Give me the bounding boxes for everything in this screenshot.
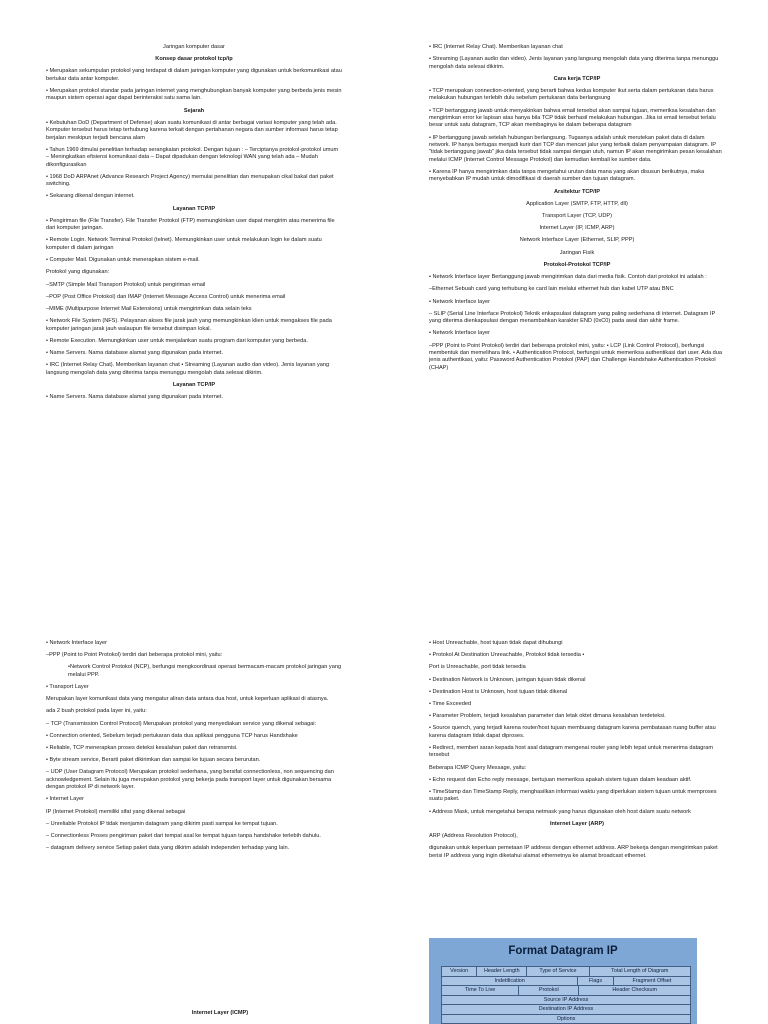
paragraph: • Time Exceeded: [429, 701, 472, 708]
datagram-row: [442, 1005, 690, 1015]
paragraph: • Byte stream service, Berarti paket dikirimkan dan sampai ke tujuan secara berurutan.: [46, 757, 261, 764]
paragraph: ARP (Address Resolution Protocol),: [429, 833, 518, 840]
paragraph: Layanan TCP/IP: [172, 205, 216, 212]
paragraph: –PPP (Point to Point Protokol) terdiri dari beberapa protokol mini, yaitu: • LCP (Link Control Protocol), berfungsi membentuk dan memelihara link. • Authentication Protocol, berfungsi untuk memeriksa authentikasi dari user. Ada dua jenis authentikasi, yaitu: Password Authentication Protokol (PAP) dan Challenge Handshake Authentication Protokol (CHAP): [429, 342, 722, 371]
paragraph: Internet Layer (ARP): [549, 820, 605, 827]
paragraph: Protokol yang digunakan:: [46, 269, 110, 276]
datagram-field: Destination IP Address: [538, 1006, 594, 1012]
paragraph: • Network Interface layer: [429, 330, 491, 337]
paragraph: • Tahun 1969 dimulai penelitian terhadap serangkaian protokol. Dengan tujuan : – Terciptanya protokol-protokol umum – Meningkatkan efisiensi komunikasi data – Dapat dipadukan dengan teknologi WAN yang telah ada – Mudah dikonfigurasikan: [46, 146, 339, 168]
paragraph: • Merupakan protokol standar pada jaringan internet yang menghubungkan banyak komputer yang berbeda jenis mesin maupun sistem operasi agar dapat berinteraksi satu sama lain.: [46, 88, 342, 102]
paragraph: –Ethernet Sebuah card yang terhubung ke card lain melalui ethernet hub dan kabel UTP atau BNC: [429, 286, 674, 293]
paragraph: Internet Layer (IP, ICMP, ARP): [539, 225, 615, 232]
paragraph: • Transport Layer: [46, 684, 89, 691]
datagram-field: Options: [556, 1015, 576, 1022]
paragraph: • Name Servers. Nama database alamat yang digunakan pada internet.: [46, 393, 224, 400]
paragraph: – Unreliable Protokol IP tidak menjamin datagram yang dikirim pasti sampai ke tempat tujuan.: [46, 820, 278, 827]
paragraph: • Name Servers. Nama database alamat yang digunakan pada internet.: [46, 349, 224, 356]
paragraph: – datagram delivery service Setiap paket data yang dikirim adalah independen terhadap yang lain.: [46, 845, 290, 852]
paragraph: • Network Interface layer: [46, 640, 108, 646]
paragraph: • IRC (Internet Relay Chat). Memberikan layanan chat • Streaming (Layanan audio dan video). Jenis layanan yang langsung mengolah data yang diterima tanpa menunggu mengolah data selesai dikirim.: [46, 362, 330, 376]
paragraph: Layanan TCP/IP: [172, 381, 216, 388]
datagram-format-table: [441, 966, 691, 1024]
paragraph: • Address Mask, untuk mengetahui berapa netmask yang harus digunakan oleh host dalam suatu network: [429, 808, 691, 815]
datagram-field: Total Length of Diagram: [611, 968, 669, 974]
paragraph: digunakan untuk keperluan pemetaan IP address dengan ethernet address. ARP bekerja dengan mengirimkan paket berisi IP address yang ingin diketahui alamat ethernetnya ke alamat broadcast ethernet.: [429, 845, 718, 859]
datagram-field: Header Length: [477, 967, 527, 976]
paragraph: • Computer Mail. Digunakan untuk menerapkan sistem e-mail.: [46, 257, 200, 264]
paragraph: • Pengiriman file (File Transfer). File Transfer Protokol (FTP) memungkinkan user dapat mengirim atau menerima file dari komputer jaringan.: [46, 217, 335, 232]
paragraph: • Network File System (NFS). Pelayanan akses file jarak jauh yang memungkinkan klien untuk mengakses file pada komputer jaringan jarak jauh walaupun file tersebut disimpan lokal.: [46, 318, 332, 332]
paragraph: Jaringan komputer dasar: [163, 44, 225, 50]
paragraph: –SMTP (Simple Mail Transport Protokol) untuk pengiriman email: [46, 281, 206, 288]
paragraph: • Destination Host is Unknown, host tujuan tidak dikenal: [429, 688, 568, 695]
paragraph: • Merupakan sekumpulan protokol yang terdapat di dalam jaringan komputer yang digunakan untuk berkomunikasi atau bertukar data antar komputer.: [46, 68, 342, 82]
paragraph: • Remote Login. Network Terminal Protokol (telnet). Memungkinkan user untuk melakukan login ke dalam suatu komputer di dalam jaringan: [46, 237, 322, 251]
paragraph: –PPP (Point to Point Protokol) terdiri dari beberapa protokol mini, yaitu:: [46, 652, 223, 659]
paragraph: • IP bertanggung jawab setelah hubungan berlangsung. Tugasnya adalah untuk merutekan paket data di dalam network. IP hanya bertugas menjadi kurir dari TCP dan mencari jalur yang terbaik dalam penyampaian datagram. IP "tidak bertanggung jawab" jika data tersebut tidak sampai dengan utuh, namun IP akan mengirimkan pesan kesalahan melalui ICMP (Internet Control Message Protokol) dan kemudian kembali ke sumber data.: [429, 134, 722, 163]
paragraph: Arsitektur TCP/IP: [553, 188, 600, 195]
datagram-row: [442, 967, 690, 977]
paragraph: Sejarah: [183, 107, 205, 114]
bottom-left-column: [46, 640, 342, 857]
datagram-field: Fragment Offset: [632, 977, 672, 984]
paragraph: Konsep dasar protokol tcp/ip: [155, 56, 233, 63]
paragraph: • Parameter Problem, terjadi kesalahan parameter dan letak oktet dimana kesalahan terdeteksi.: [429, 713, 666, 720]
paragraph: – TCP (Transmission Control Protocol) Merupakan protokol yang menyediakan service yang dikenal sebagai:: [46, 720, 317, 727]
datagram-row: [442, 996, 690, 1006]
paragraph: –POP (Post Office Protokol) dan IMAP (Internet Message Access Control) untuk menerima email: [46, 293, 286, 300]
paragraph: Merupakan layer komunikasi data yang mengatur aliran data antara dua host, untuk keperluan aplikasi di atasnya.: [46, 696, 329, 703]
paragraph: • IRC (Internet Relay Chat). Memberikan layanan chat: [429, 44, 563, 50]
paragraph: • 1968 DoD ARPAnet (Advance Research Project Agency) memulai penelitian dan menupakan cikal bakal dari paket switching.: [46, 173, 334, 188]
paragraph: • Reliable, TCP menerapkan proses deteksi kesalahan paket dan retransmisi.: [46, 745, 238, 752]
paragraph: • Network Interface layer Bertanggung jawab mengirimkan data dari media fisik. Contoh dari protokol ini adalah :: [429, 274, 707, 281]
paragraph: Transport Layer (TCP, UDP): [542, 213, 612, 220]
datagram-field: Source IP Address: [543, 996, 589, 1003]
paragraph: • Echo request dan Echo reply message, bertujuan memeriksa apakah sistem tujuan dalam keadaan aktif.: [429, 776, 692, 783]
paragraph: • TimeStamp dan TimeStamp Reply, menghasilkan informasi waktu yang diperlukan sistem tujuan untuk memproses suatu paket.: [429, 789, 717, 803]
paragraph: • TCP bertanggung jawab untuk menyakinkan bahwa email tersebut akan sampai tujuan, memeriksa kesalahan dan mengirimkan error ke lapisan atas hanya bila TCP tidak berhasil melakukan hubungan. Jika isi email tersebut terlalu besar untuk satu datagram, TCP akan membaginya ke dalam beberapa datagram: [429, 107, 716, 129]
datagram-row: [442, 986, 690, 996]
paragraph: • Kebutuhan DoD (Department of Defense) akan suatu komunikasi di antar berbagai variasi komputer yang telah ada. Komputer tersebut harus tetap terhubung karena terkait dengan pertahanan negara dan sumber informasi harus tetap berjalan meskipun terjadi bencana alam: [46, 119, 338, 141]
paragraph: • Host Unreachable, host tujuan tidak dapat dihubungi: [429, 640, 563, 646]
paragraph: • Karena IP hanya mengirimkan data tanpa mengetahui urutan data mana yang akan disusun berikutnya, maka menyebabkan IP mudah untuk dimodifikasi di daerah sumber dan tujuan datagram.: [429, 169, 705, 183]
datagram-field: Header Checksum: [612, 987, 657, 993]
paragraph: • Remote Execution. Memungkinkan user untuk menjalankan suatu program dari komputer yang berbeda.: [46, 337, 308, 344]
paragraph: –MIME (Multipurpose Internet Mail Extensions) untuk mengirimkan data selain teks: [46, 305, 252, 312]
paragraph: • Redirect, memberi saran kepada host asal datagram mengenai router yang lebih tepat untuk menerima datagram tersebut: [429, 745, 713, 759]
paragraph: • TCP merupakan connection-oriented, yang berarti bahwa kedua komputer ikut serta dalam pertukaran data harus melakukan hubungan terlebih dulu sebelum pertukaran data berlangsung: [429, 88, 714, 102]
paragraph: • Network Interface layer: [429, 298, 491, 305]
paragraph: •Network Control Protokol (NCP), berfungsi mengkoordinasi operasi bermacam-macam protokol jaringan yang melalui PPP.: [68, 664, 342, 678]
paragraph: Network Interface Layer (Ethernet, SLIP, PPP): [519, 237, 635, 244]
datagram-field: Indetification: [442, 977, 578, 986]
paragraph: Cara kerja TCP/IP: [553, 75, 601, 82]
datagram-field: Type of Service: [527, 967, 589, 976]
paragraph: • Internet Layer: [46, 796, 85, 803]
paragraph: Beberapa ICMP Query Message, yaitu:: [429, 764, 527, 771]
paragraph: • Destination Network is Unknown, jaringan tujuan tidak dikenal: [429, 676, 586, 683]
paragraph: • Protokol At Destination Unreachable, Protokol tidak tersedia •: [429, 652, 585, 659]
paragraph: ada 2 buah protokol pada layer ini, yaitu:: [46, 708, 147, 715]
datagram-row: [442, 1015, 690, 1024]
paragraph: Jaringan Fisik: [559, 249, 595, 256]
paragraph: • Source quench, yang terjadi karena router/host tujuan membuang datagram karena pembatasan ruang buffer atau karena datagram tidak dapat diproses.: [429, 725, 716, 739]
datagram-field: Time To Live: [442, 986, 519, 995]
paragraph: • Streaming (Layanan audio dan video). Jenis layanan yang langsung mengolah data yang diterima tanpa menunggu mengolah data selesai dikirim.: [429, 56, 719, 70]
paragraph: • Sekarang dikenal dengan internet.: [46, 193, 135, 200]
datagram-row: [442, 977, 690, 987]
paragraph: – UDP (User Datagram Protocol) Merupakan protokol sederhana, yang bersifat connectionless, non sequencing dan acknowledgement. Selain itu juga merupakan protokol yang bekerja pada transport layer untuk digunakan bersama dengan protokol IP di network layer.: [46, 769, 334, 791]
datagram-ip-figure: [429, 938, 697, 1024]
datagram-field: Flags: [578, 977, 613, 986]
top-right-column: [429, 44, 725, 377]
paragraph: Protokol-Protokol TCP/IP: [543, 261, 611, 268]
datagram-field: Protokol: [519, 986, 579, 995]
datagram-figure-title: Format Datagram IP: [508, 945, 618, 957]
paragraph: Port is Unreachable, port tidak tersedia: [429, 664, 526, 671]
datagram-field: Version: [442, 967, 477, 976]
bottom-right-column: [429, 640, 725, 865]
paragraph: IP (Internet Protokol) memiliki sifat yang dikenal sebagai: [46, 808, 186, 815]
paragraph: • Connection oriented, Sebelum terjadi pertukaran data dua aplikasi pengguna TCP harus Handshake: [46, 732, 298, 739]
paragraph: – Connectionless Proses pengiriman paket dari tempat asal ke tempat tujuan tanpa handshake terlebih dahulu.: [46, 833, 321, 840]
top-left-column: [46, 44, 342, 406]
internet-layer-icmp-heading: Internet Layer (ICMP): [191, 1010, 249, 1016]
paragraph: Application Layer (SMTP, FTP, HTTP, dll): [526, 200, 628, 207]
paragraph: – SLIP (Serial Line Interface Protokol) Teknik enkapsulasi datagram yang paling sederhana di internet. Datagram IP yang diterima dienkapsulasi dengan menambahkan karakter END (0xC0) pada awal dan akhir frame.: [429, 310, 716, 325]
